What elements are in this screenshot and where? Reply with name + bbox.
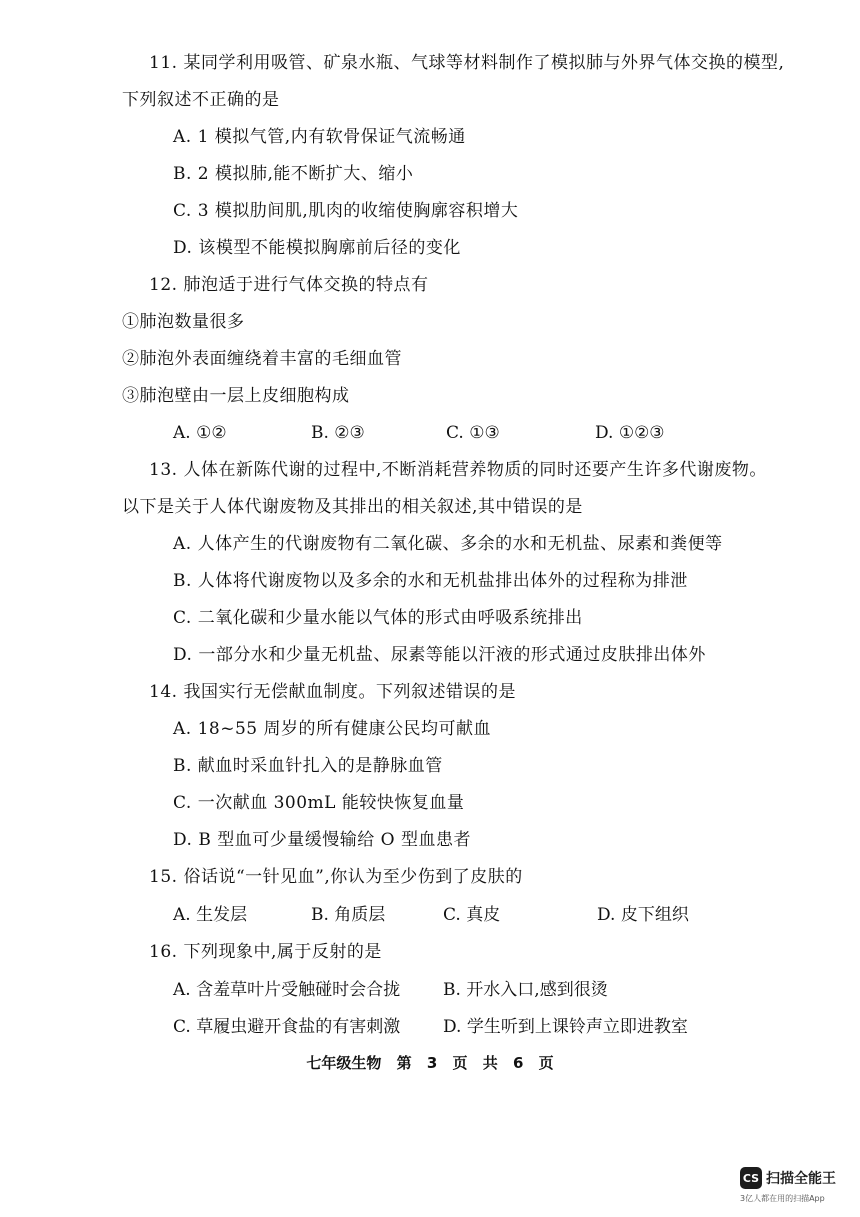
- q11-option-d: D. 该模型不能模拟胸廓前后径的变化: [173, 238, 461, 258]
- q15-option-b: B. 角质层: [311, 905, 386, 925]
- cs-badge-icon: CS: [740, 1167, 762, 1189]
- q14-option-b: B. 献血时采血针扎入的是静脉血管: [173, 756, 443, 776]
- q11-option-b: B. 2 模拟肺,能不断扩大、缩小: [173, 164, 414, 184]
- q12-item-2: ②肺泡外表面缠绕着丰富的毛细血管: [122, 349, 402, 369]
- q14-option-a: A. 18~55 周岁的所有健康公民均可献血: [173, 719, 491, 739]
- q12-option-a: A. ①②: [173, 423, 227, 443]
- q15-option-c: C. 真皮: [443, 905, 501, 925]
- q14-stem: 14. 我国实行无偿献血制度。下列叙述错误的是: [149, 682, 516, 702]
- q13-option-c: C. 二氧化碳和少量水能以气体的形式由呼吸系统排出: [173, 608, 583, 628]
- q11-stem-line1: 11. 某同学利用吸管、矿泉水瓶、气球等材料制作了模拟肺与外界气体交换的模型,: [149, 53, 785, 73]
- q12-option-c: C. ①③: [446, 423, 500, 443]
- q15-options-row: [0, 904, 860, 926]
- q12-option-b: B. ②③: [311, 423, 365, 443]
- q11-option-a: A. 1 模拟气管,内有软骨保证气流畅通: [173, 127, 466, 147]
- q16-options-row-1: [0, 979, 860, 1001]
- cs-app-name: 扫描全能王: [766, 1171, 836, 1187]
- page-footer: 七年级生物 第 3 页 共 6 页: [306, 1054, 554, 1072]
- q12-stem: 12. 肺泡适于进行气体交换的特点有: [149, 275, 429, 295]
- q11-stem-line2: 下列叙述不正确的是: [122, 90, 280, 110]
- q13-option-d: D. 一部分水和少量无机盐、尿素等能以汗液的形式通过皮肤排出体外: [173, 645, 706, 665]
- q15-option-a: A. 生发层: [173, 905, 248, 925]
- q12-item-3: ③肺泡壁由一层上皮细胞构成: [122, 386, 350, 406]
- q14-option-c: C. 一次献血 300mL 能较快恢复血量: [173, 793, 465, 813]
- q15-option-d: D. 皮下组织: [597, 905, 689, 925]
- q16-option-b: B. 开水入口,感到很烫: [443, 980, 608, 1000]
- q14-option-d: D. B 型血可少量缓慢输给 O 型血患者: [173, 830, 471, 850]
- q16-options-row-2: [0, 1016, 860, 1038]
- q13-option-a: A. 人体产生的代谢废物有二氧化碳、多余的水和无机盐、尿素和粪便等: [173, 534, 723, 554]
- q11-option-c: C. 3 模拟肋间肌,肌肉的收缩使胸廓容积增大: [173, 201, 519, 221]
- q16-option-a: A. 含羞草叶片受触碰时会合拢: [173, 980, 401, 1000]
- camscanner-logo: [740, 1167, 836, 1189]
- q13-stem-line2: 以下是关于人体代谢废物及其排出的相关叙述,其中错误的是: [122, 497, 583, 517]
- q12-item-1: ①肺泡数量很多: [122, 312, 245, 332]
- q12-options-row: [0, 422, 860, 444]
- q13-option-b: B. 人体将代谢废物以及多余的水和无机盐排出体外的过程称为排泄: [173, 571, 688, 591]
- cs-tagline: 3亿人都在用的扫描App: [740, 1194, 825, 1203]
- q16-option-c: C. 草履虫避开食盐的有害刺激: [173, 1017, 401, 1037]
- q13-stem-line1: 13. 人体在新陈代谢的过程中,不断消耗营养物质的同时还要产生许多代谢废物。: [149, 460, 767, 480]
- q12-option-d: D. ①②③: [595, 423, 665, 443]
- q16-option-d: D. 学生听到上课铃声立即进教室: [443, 1017, 688, 1037]
- q16-stem: 16. 下列现象中,属于反射的是: [149, 942, 382, 962]
- q15-stem: 15. 俗话说“一针见血”,你认为至少伤到了皮肤的: [149, 867, 523, 887]
